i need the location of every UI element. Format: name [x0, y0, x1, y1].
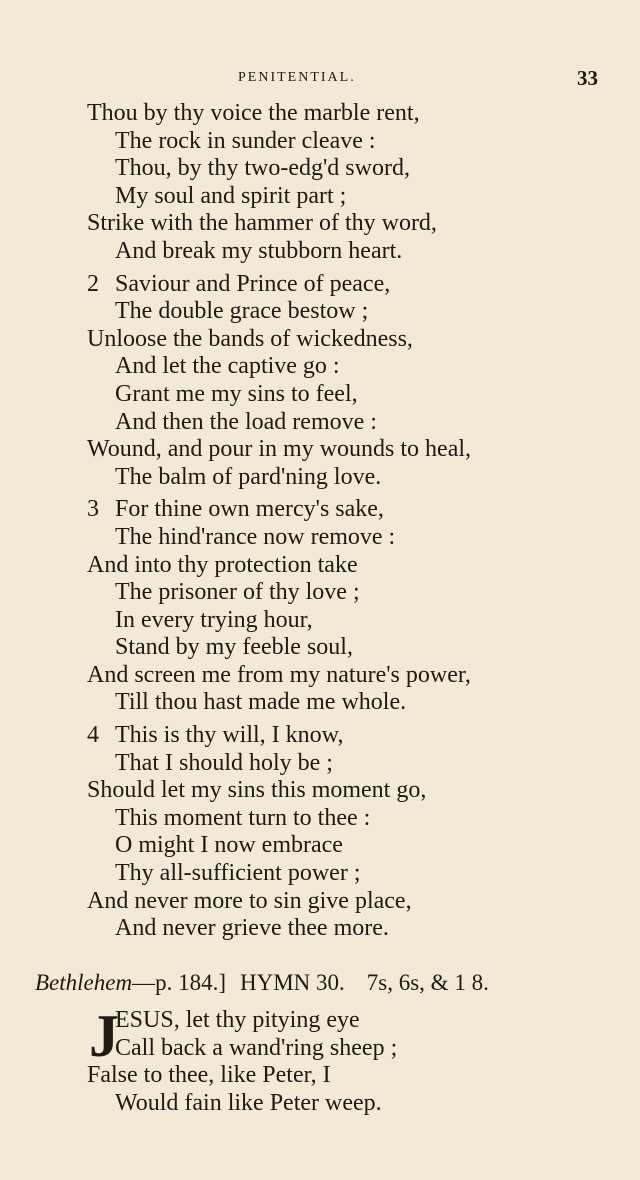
verse-line: And then the load remove : [115, 408, 377, 435]
stanza-number: 3 [87, 496, 99, 523]
tune-reference: —p. 184.] [132, 970, 226, 995]
verse-line: In every trying hour, [115, 606, 313, 633]
verse-line: And break my stubborn heart. [115, 237, 403, 264]
verse-line: And let the captive go : [115, 353, 340, 380]
hymn-heading [35, 966, 605, 1000]
verse-line: Wound, and pour in my wounds to heal, [87, 436, 472, 463]
verse-line: The double grace bestow ; [115, 298, 369, 325]
hymn-30-text [87, 1003, 607, 1117]
verse-line: Call back a wand'ring sheep ; [115, 1034, 398, 1061]
verse-line: Strike with the hammer of thy word, [87, 210, 437, 237]
verse-line: The prisoner of thy love ; [115, 579, 360, 606]
running-head: PENITENTIAL. [238, 70, 356, 85]
verse-line: Unloose the bands of wickedness, [87, 325, 413, 352]
verse-line: Till thou hast made me whole. [115, 689, 407, 716]
verse-line: Should let my sins this moment go, [87, 777, 427, 804]
verse-line: The balm of pard'ning love. [115, 463, 382, 490]
verse-line: That I should holy be ; [115, 749, 333, 776]
verse-line: O might I now embrace [115, 832, 343, 859]
verse-text: ESUS, let thy pitying eye [115, 1007, 360, 1033]
verse-line: Thou by thy voice the marble rent, [87, 100, 420, 126]
page-header [0, 66, 640, 94]
verse-line: And never more to sin give place, [87, 887, 412, 914]
verse-line: Grant me my sins to feel, [115, 380, 358, 407]
page-number: 33 [577, 66, 598, 90]
verse-line: Thy all-sufficient power ; [115, 860, 361, 887]
verse-line: And never grieve thee more. [115, 915, 389, 942]
verse-line: And into thy protection take [87, 551, 358, 578]
verse-line [87, 496, 607, 524]
verse-line: This moment turn to thee : [115, 804, 371, 831]
stanza-number: 4 [87, 722, 99, 749]
tune-name: Bethlehem [35, 970, 133, 995]
drop-cap: J [89, 1003, 119, 1069]
hymn-title: HYMN 30. [240, 970, 345, 995]
hymn-meter: 7s, 6s, & 1 8. [366, 970, 489, 995]
verse-line: The rock in sunder cleave : [115, 127, 376, 154]
verse-text: Saviour and Prince of peace, [115, 270, 391, 297]
verse-line: My soul and spirit part ; [115, 182, 347, 209]
verse-line: Stand by my feeble soul, [115, 634, 353, 661]
stanza-number: 2 [87, 270, 99, 297]
verse-line: False to thee, like Peter, I [87, 1062, 331, 1089]
verse-line [87, 271, 607, 299]
verse-text: This is thy will, I know, [115, 722, 344, 749]
verse-line: The hind'rance now remove : [115, 523, 396, 550]
hymn-text [87, 100, 607, 943]
verse-line: Thou, by thy two-edg'd sword, [115, 155, 410, 182]
verse-line: And screen me from my nature's power, [87, 661, 471, 688]
verse-line [87, 722, 607, 750]
verse-text: For thine own mercy's sake, [115, 496, 384, 523]
verse-line: Would fain like Peter weep. [115, 1089, 382, 1116]
